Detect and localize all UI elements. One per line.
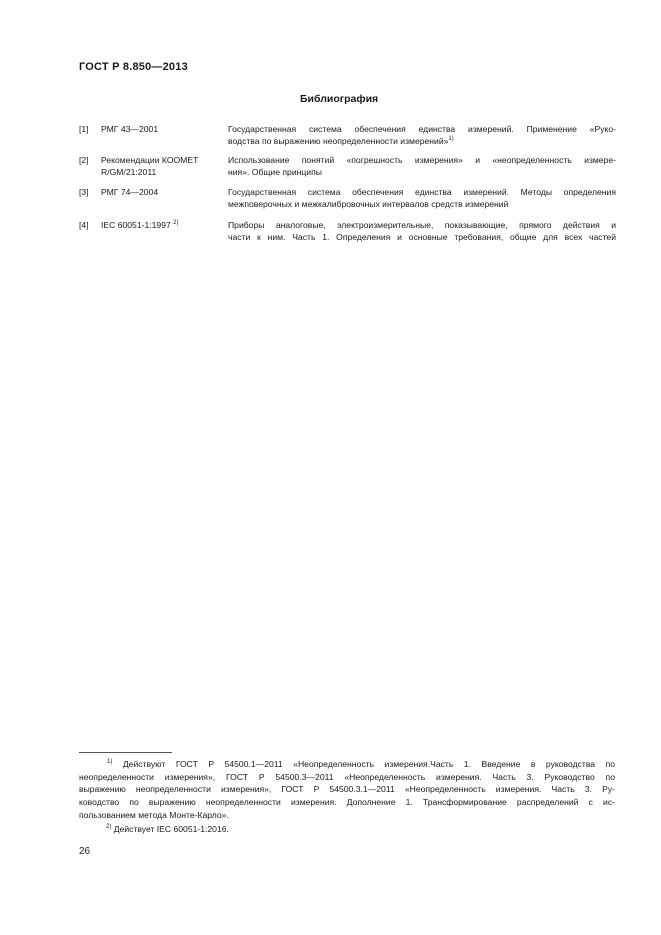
description-line: Использование понятий «погрешность измерения» и «неопределенность измере- [228,155,616,165]
bibliography-title: Библиография [300,93,379,105]
reference-line [101,219,229,231]
description-line-last: межповерочных и межкалибровочных интервалов средств измерений [228,199,509,209]
document-code: ГОСТ Р 8.850—2013 [79,61,188,73]
reference-line-text: IEC 60051-1:1997 [101,220,171,230]
reference-line: РМГ 43—2001 [101,124,159,134]
description-line-last: ния». Общие принципы [228,167,322,177]
reference-line: РМГ 74—2004 [101,187,159,197]
bibliography-item-reference [101,123,229,135]
footnote-2-mark: 2) [106,824,112,830]
footnote-marker-2[interactable]: 2) [173,220,179,226]
description-line: Государственная система обеспечения единства измерений. Методы определения [228,187,616,197]
footnote-line-last: пользованием метода Монте-Карло». [79,809,229,820]
bibliography-item-description [228,186,616,210]
footnote-line [79,758,615,771]
footnotes [79,758,615,822]
bibliography-item-reference [101,186,229,198]
footnote-line: неопределенности измерения», ГОСТ Р 54500.3—2011 «Неопределенность измерения. Часть 3. Руководство по [79,771,615,782]
bibliography-item-number: [4] [79,220,89,230]
bibliography-item-reference [101,154,229,178]
bibliography-item-number: [2] [79,155,89,165]
bibliography-item-number: [3] [79,187,89,197]
footnote-1-mark: 1) [107,759,113,765]
description-line-text: водства по выражению неопределенности измерений» [228,136,449,146]
footnote-line: выражению неопределенности измерения», ГОСТ Р 54500.3.1—2011 «Неопределенность измерения. Часть 3. Ру- [79,784,615,795]
bibliography-item-description [228,219,616,243]
footnote-separator [79,752,172,753]
bibliography-item-description [228,154,616,178]
footnote-2 [79,823,229,835]
footnote-line: ководство по выражению неопределенности измерения. Дополнение 1. Трансформирование распределений с ис- [79,797,615,808]
bibliography-item-description [228,123,616,147]
reference-line: Рекомендации КООМЕТ [101,155,199,165]
description-line-last [228,135,616,147]
description-line: части к ним. Часть 1. Определения и основные требования, общие для всех частей [228,232,616,242]
description-line: Приборы аналоговые, электроизмерительные, показывающие, прямого действия и [228,220,616,230]
bibliography-item-number: [1] [79,124,89,134]
page-number: 26 [79,846,91,857]
footnote-1 [79,758,615,822]
bibliography-item-reference [101,219,229,231]
footnote-2-text: Действует IEC 60051-1:2016. [113,824,229,834]
footnote-marker-1[interactable]: 1) [448,136,454,142]
footnote-line-text: Действуют ГОСТ Р 54500.1—2011 «Неопределенность измерения.Часть 1. Введение в руководства по [122,759,615,769]
description-line: Государственная система обеспечения единства измерений. Применение «Руко- [228,124,616,134]
reference-line: R/GM/21:2011 [101,167,157,177]
